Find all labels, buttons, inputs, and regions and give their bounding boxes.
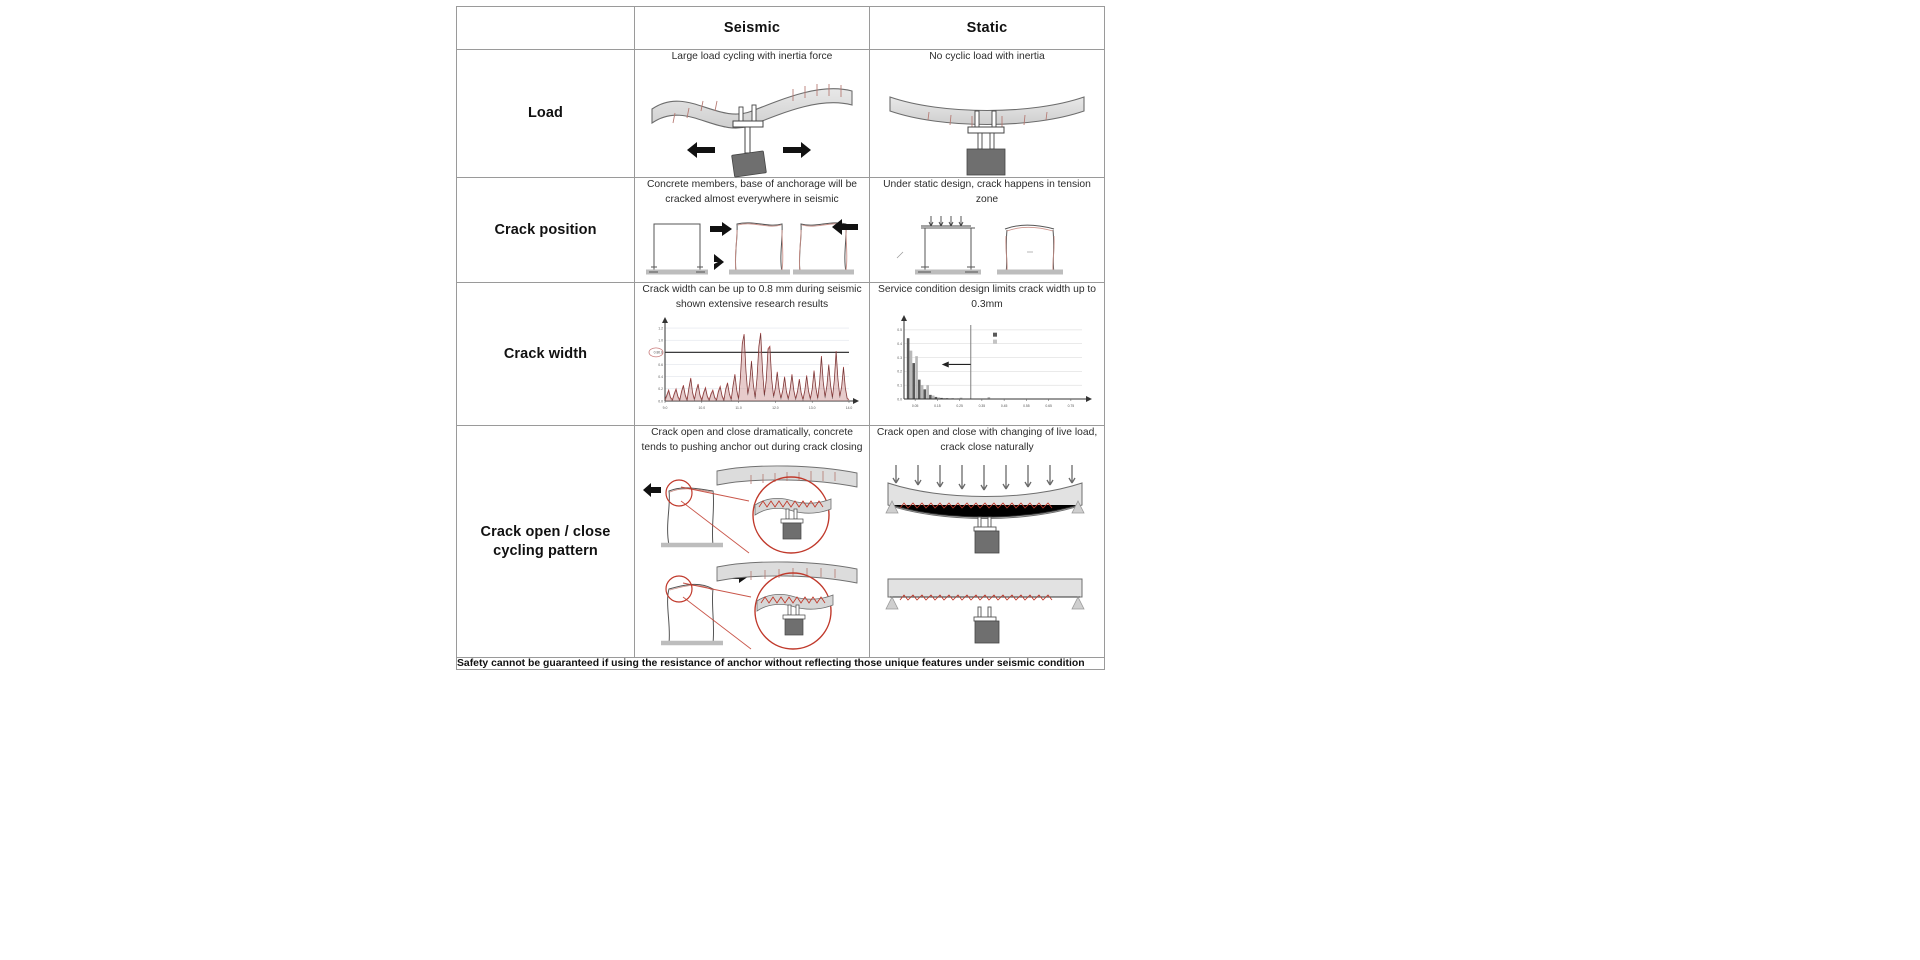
cell-crack-position-seismic bbox=[635, 177, 870, 282]
table-header-row bbox=[457, 7, 1105, 50]
svg-text:0.45: 0.45 bbox=[1000, 403, 1008, 408]
table-row-crack-open-close bbox=[457, 425, 1105, 658]
column-header-static: Static bbox=[870, 7, 1105, 50]
table-row-crack-width bbox=[457, 282, 1105, 425]
caption-crack-width-seismic: Crack width can be up to 0.8 mm during seismic shown extensive research results bbox=[642, 283, 862, 310]
svg-text:0.4: 0.4 bbox=[897, 341, 902, 346]
svg-text:0.2: 0.2 bbox=[897, 369, 902, 374]
row-label-crack-width: Crack width bbox=[457, 282, 635, 425]
table-footer-row bbox=[457, 658, 1105, 670]
svg-text:14.0: 14.0 bbox=[845, 405, 853, 410]
row-label-crack-open-close: Crack open / close cycling pattern bbox=[457, 425, 635, 658]
svg-text:0.35: 0.35 bbox=[978, 403, 986, 408]
caption-crack-open-close-seismic: Crack open and close dramatically, concrete tends to pushing anchor out during crack closing bbox=[641, 426, 863, 453]
svg-text:0.5: 0.5 bbox=[897, 327, 902, 332]
caption-crack-open-close-static: Crack open and close with changing of live load, crack close naturally bbox=[876, 426, 1098, 453]
svg-text:0.1: 0.1 bbox=[897, 383, 902, 388]
figure-crack-position-seismic bbox=[635, 210, 869, 282]
column-header-seismic: Seismic bbox=[635, 7, 870, 50]
svg-text:0.8: 0.8 bbox=[653, 350, 659, 355]
cell-crack-width-seismic bbox=[635, 282, 870, 425]
cell-crack-open-close-static bbox=[870, 425, 1105, 658]
svg-text:0.55: 0.55 bbox=[1023, 403, 1030, 408]
figure-load-seismic bbox=[635, 67, 869, 177]
cell-load-seismic bbox=[635, 50, 870, 178]
caption-load-static: No cyclic load with inertia bbox=[929, 51, 1045, 62]
footer-warning-text: Safety cannot be guaranteed if using the resistance of anchor without reflecting those unique features under seismic condition bbox=[457, 658, 1105, 670]
svg-text:0.3: 0.3 bbox=[897, 355, 902, 360]
figure-crack-open-close-static bbox=[870, 457, 1104, 657]
caption-crack-position-static: Under static design, crack happens in tension zone bbox=[883, 178, 1091, 205]
figure-crack-open-close-seismic bbox=[635, 457, 869, 657]
table-row-crack-position bbox=[457, 177, 1105, 282]
svg-text:0.75: 0.75 bbox=[1067, 403, 1075, 408]
chart-seismic-crack-width-time-history bbox=[635, 315, 869, 425]
row-label-load: Load bbox=[457, 50, 635, 178]
svg-text:12.0: 12.0 bbox=[772, 405, 779, 410]
svg-text:13.0: 13.0 bbox=[808, 405, 816, 410]
svg-text:0.15: 0.15 bbox=[934, 403, 941, 408]
cell-crack-open-close-seismic bbox=[635, 425, 870, 658]
cell-crack-position-static bbox=[870, 177, 1105, 282]
svg-text:0.05: 0.05 bbox=[911, 403, 919, 408]
svg-text:0.8: 0.8 bbox=[658, 350, 663, 355]
svg-text:0.4: 0.4 bbox=[658, 374, 663, 379]
svg-text:0.0: 0.0 bbox=[897, 396, 902, 401]
svg-text:0.6: 0.6 bbox=[658, 362, 663, 367]
figure-crack-position-static bbox=[870, 210, 1104, 282]
cell-load-static bbox=[870, 50, 1105, 178]
caption-load-seismic: Large load cycling with inertia force bbox=[671, 51, 833, 62]
table-corner-cell bbox=[457, 7, 635, 50]
svg-text:9.0: 9.0 bbox=[662, 405, 668, 410]
caption-crack-position-seismic: Concrete members, base of anchorage will be cracked almost everywhere in seismic bbox=[646, 178, 858, 205]
svg-text:0.2: 0.2 bbox=[658, 386, 663, 391]
figure-load-static bbox=[870, 67, 1104, 177]
svg-text:10.0: 10.0 bbox=[698, 405, 706, 410]
row-label-crack-position: Crack position bbox=[457, 177, 635, 282]
table-row-load bbox=[457, 50, 1105, 178]
svg-text:11.0: 11.0 bbox=[735, 405, 742, 410]
svg-text:0.0: 0.0 bbox=[658, 398, 663, 403]
cell-crack-width-static bbox=[870, 282, 1105, 425]
svg-text:0.25: 0.25 bbox=[956, 403, 963, 408]
svg-text:0.65: 0.65 bbox=[1045, 403, 1052, 408]
seismic-vs-static-comparison-table bbox=[456, 6, 1105, 670]
caption-crack-width-static: Service condition design limits crack width up to 0.3mm bbox=[877, 283, 1097, 310]
svg-text:1.0: 1.0 bbox=[658, 338, 663, 343]
chart-static-crack-width-histogram bbox=[870, 315, 1104, 425]
svg-text:1.2: 1.2 bbox=[658, 325, 663, 330]
